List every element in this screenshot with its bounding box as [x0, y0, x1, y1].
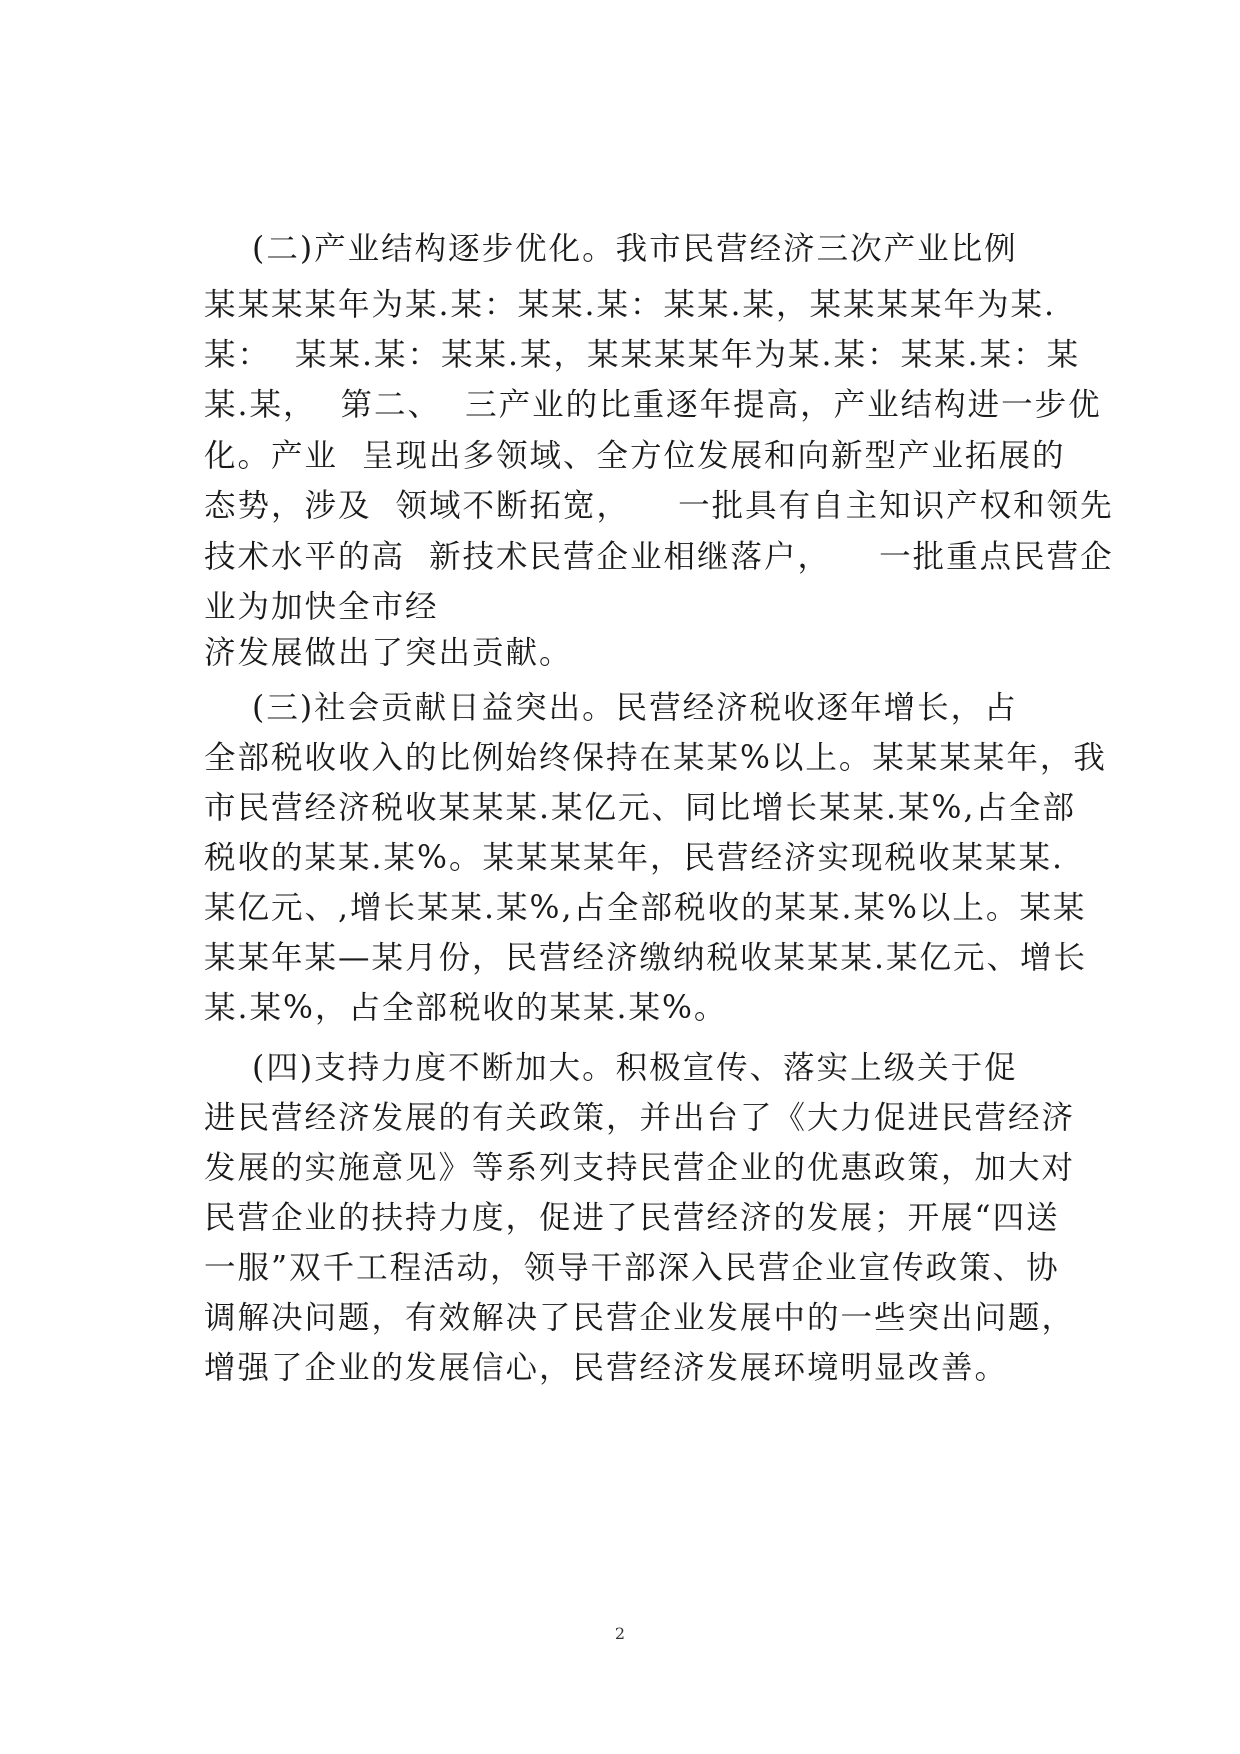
text-line: (四)支持力度不断加大。积极宣传、落实上级关于促	[204, 1050, 1018, 1086]
text-line: 进民营经济发展的有关政策，并出台了《大力促进民营经济	[204, 1100, 1076, 1136]
text-line: 调解决问题，有效解决了民营企业发展中的一些突出问题，	[204, 1300, 1076, 1336]
text-line: (二)产业结构逐步优化。我市民营经济三次产业比例	[204, 231, 1018, 267]
text-line: (三)社会贡献日益突出。民营经济税收逐年增长，占	[204, 690, 1018, 726]
text-line: 增强了企业的发展信心，民营经济发展环境明显改善。	[204, 1350, 1009, 1386]
text-line: 某： 某某.某：某某.某，某某某某年为某.某：某某.某：某	[204, 337, 1081, 373]
text-line: 某.某%，占全部税收的某某.某%。	[204, 990, 728, 1026]
text-line: 某某某某年为某.某：某某.某：某某.某，某某某某年为某.	[204, 287, 1057, 323]
text-line: 全部税收收入的比例始终保持在某某%以上。某某某某年，我	[204, 740, 1107, 776]
text-line: 化。产业 呈现出多领域、全方位发展和向新型产业拓展的	[204, 438, 1066, 474]
page-number: 2	[614, 1624, 626, 1643]
text-line: 市民营经济税收某某某.某亿元、同比增长某某.某%,占全部	[204, 790, 1076, 826]
text-line: 态势，涉及 领域不断拓宽， 一批具有自主知识产权和领先	[204, 488, 1114, 524]
text-line: 技术水平的高 新技术民营企业相继落户， 一批重点民营企	[204, 539, 1114, 575]
text-line: 某亿元、,增长某某.某%,占全部税收的某某.某%以上。某某	[204, 890, 1087, 926]
text-line: 发展的实施意见》等系列支持民营企业的优惠政策，加大对	[204, 1150, 1076, 1186]
text-line: 业为加快全市经	[204, 589, 439, 625]
text-line: 一服”双千工程活动，领导干部深入民营企业宣传政策、协	[204, 1250, 1060, 1286]
text-line: 某某年某—某月份，民营经济缴纳税收某某某.某亿元、增长	[204, 940, 1088, 976]
text-line: 民营企业的扶持力度，促进了民营经济的发展；开展“四送	[204, 1200, 1060, 1236]
text-line: 税收的某某.某%。某某某某年，民营经济实现税收某某某.	[204, 840, 1064, 876]
text-line: 济发展做出了突出贡献。	[204, 635, 573, 671]
text-line: 某.某， 第二、 三产业的比重逐年提高，产业结构进一步优	[204, 387, 1102, 423]
